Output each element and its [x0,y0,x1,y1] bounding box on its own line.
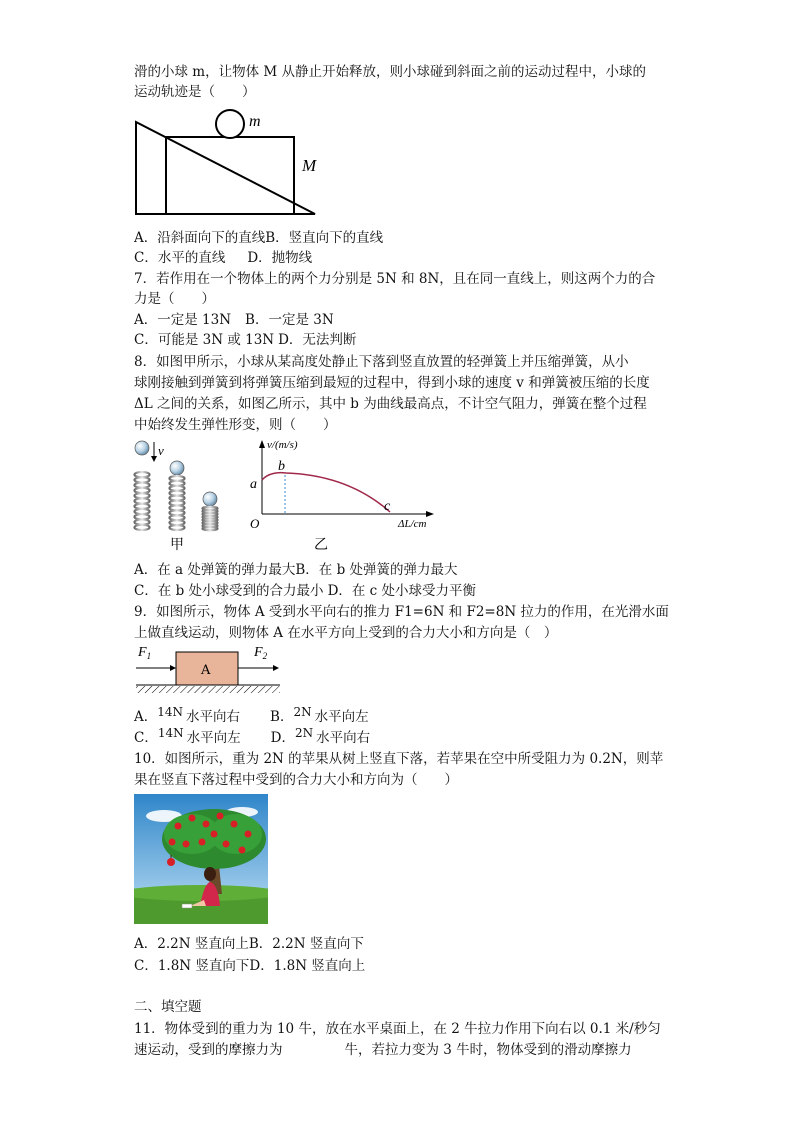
q10-stem-line1: 10．如图所示，重为 2N 的苹果从树上竖直下落，若苹果在空中所受阻力为 0.2N，则苹 [134,751,664,767]
q6-options-row1 [134,229,383,247]
q6-option-d[interactable]: D．抛物线 [247,250,313,266]
q6-option-a[interactable]: A．沿斜面向下的直线 [134,230,266,246]
q7-option-a[interactable]: A．一定是 13N [134,312,232,328]
q9-options-row2 [134,726,371,747]
incline-figure [130,104,330,222]
q9-option-c[interactable]: C．14N 水平向左 [134,726,241,746]
q8-stem-line3: ΔL 之间的关系，如图乙所示，其中 b 为曲线最高点，不计空气阻力，弹簧在整个过程 [134,396,647,412]
y-axis-label: v/(m/s) [267,439,298,451]
q8-stem-line1: 8．如图甲所示，小球从某高度处静止下落到竖直放置的轻弹簧上并压缩弹簧，从小 [134,354,629,370]
apple-tree-picture [134,794,268,924]
ball-touching [170,461,184,475]
point-a-label: a [250,477,257,492]
q8-option-d[interactable]: D．在 c 处小球受力平衡 [327,583,477,599]
q10-option-a[interactable]: A．2.2N 竖直向上 [134,936,249,952]
label-F2: $F_2$ [254,645,268,661]
force-figure [132,642,282,700]
q7-stem-line1: 7．若作用在一个物体上的两个力分别是 5N 和 8N，且在同一直线上，则这两个力的合 [134,271,656,287]
q10-option-b[interactable]: B．2.2N 竖直向下 [248,936,364,952]
q6-stem-line1: 滑的小球 m，让物体 M 从静止开始释放，则小球碰到斜面之前的运动过程中，小球的 [134,64,646,80]
q9-option-a[interactable]: A．14N 水平向右 [134,705,241,725]
ball-m [216,110,244,138]
q7-option-c[interactable]: C．可能是 3N 或 13N [134,332,275,348]
ball-compressed [203,492,217,506]
q8-option-a[interactable]: A．在 a 处弹簧的弹力最大 [134,562,296,578]
caption-yi: 乙 [314,537,328,553]
origin-label: O [250,516,260,531]
label-F1: $F_1$ [138,645,152,661]
label-M: M [302,156,317,175]
q8-options-row1 [134,561,458,579]
spring-coil [135,525,150,530]
q6-option-b[interactable]: B．竖直向下的直线 [265,230,384,246]
x-axis-label: ΔL/cm [398,518,427,530]
label-m: m [249,113,261,130]
spring-figure-jia [128,436,228,554]
q7-option-d[interactable]: D．无法判断 [278,332,357,348]
ground-hatch [136,686,280,693]
section-title: 二、填空题 [134,999,202,1015]
q7-option-b[interactable]: B．一定是 3N [245,312,334,328]
q8-option-b[interactable]: B．在 b 处弹簧的弹力最大 [295,562,458,578]
block-M [166,137,294,214]
q10-stem-line2: 果在竖直下落过程中受到的合力大小和方向为（ ） [134,772,458,788]
point-b-label: b [278,459,285,474]
falling-apple [167,858,175,866]
velocity-curve [262,473,390,512]
girl-head [204,867,216,881]
q8-options-row2 [134,582,476,600]
point-c-label: c [384,499,391,514]
q10-options-row1 [134,935,364,953]
q6-options-row2 [134,249,312,267]
q9-options-row1 [134,705,369,726]
velocity-graph-yi [240,436,440,554]
ball-falling [135,441,149,455]
block-A-label: A [201,663,211,678]
q6-option-c[interactable]: C．水平的直线 [134,250,226,266]
spring-3 [203,507,218,530]
q10-option-c[interactable]: C．1.8N 竖直向下 [134,958,250,974]
q7-options-row1 [134,311,334,329]
q9-stem-line2: 上做直线运动，则物体 A 在水平方向上受到的合力大小和方向是（ ） [134,625,558,641]
q10-option-d[interactable]: D．1.8N 竖直向上 [249,958,366,974]
q8-stem-line4: 中始终发生弹性形变，则（ ） [134,417,337,433]
q9-stem-line1: 9．如图所示，物体 A 受到水平向右的推力 F1=6N 和 F2=8N 拉力的作用，在光滑水面 [134,604,669,620]
q8-option-c[interactable]: C．在 b 处小球受到的合力最小 [134,583,324,599]
q9-option-b[interactable]: B．2N 水平向左 [270,705,369,725]
q11-stem-line1: 11．物体受到的重力为 10 牛，放在水平桌面上，在 2 牛拉力作用下向右以 0.1 米/秒匀 [134,1021,661,1037]
q7-stem-line2: 力是（ ） [134,291,215,307]
q10-options-row2 [134,957,365,975]
q6-stem-line2: 运动轨迹是（ ） [134,84,256,100]
q8-stem-line2: 球刚接触到弹簧到将弹簧压缩到最短的过程中，得到小球的速度 v 和弹簧被压缩的长度 [134,375,650,391]
q7-options-row2 [134,331,356,349]
caption-jia: 甲 [170,537,184,553]
q11-stem-line2: 速运动，受到的摩擦力为 牛，若拉力变为 3 牛时，物体受到的滑动摩擦力 [134,1042,632,1058]
spring-1 [134,472,150,530]
label-v: v [158,443,164,458]
q9-option-d[interactable]: D．2N 水平向右 [270,726,371,746]
spring-2 [170,476,185,530]
spring-coil [203,527,218,530]
spring-coil [170,525,185,530]
